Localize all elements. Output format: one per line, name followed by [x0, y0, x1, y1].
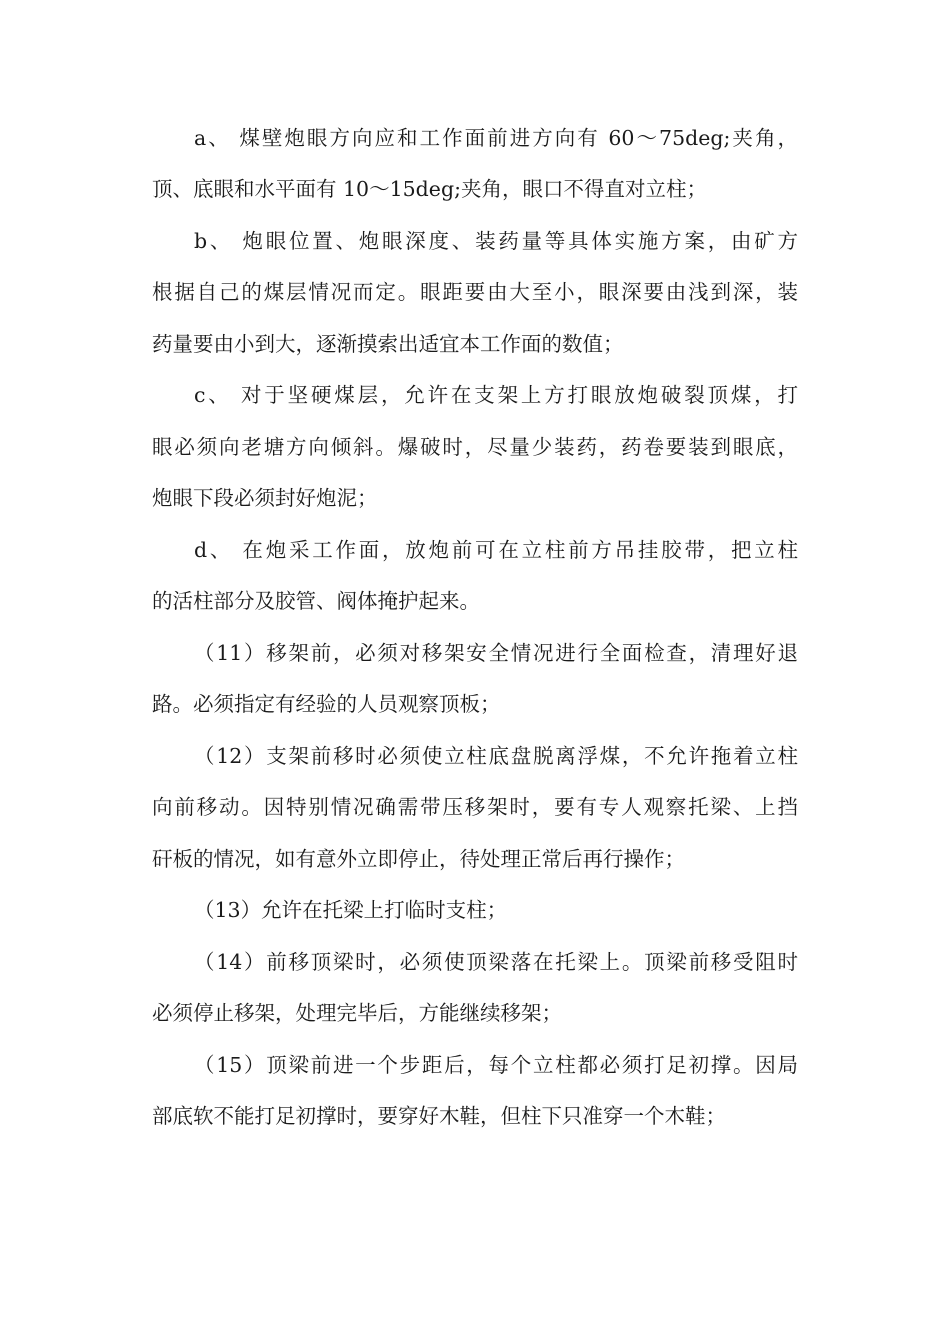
text-line: （14）前移顶梁时，必须使顶梁落在托梁上。顶梁前移受阻时 — [194, 950, 798, 974]
text-line: 向前移动。因特别情况确需带压移架时，要有专人观察托梁、上挡 — [152, 795, 798, 819]
text-line: 根据自己的煤层情况而定。眼距要由大至小，眼深要由浅到深，装 — [152, 280, 798, 304]
text-line: 眼必须向老塘方向倾斜。爆破时，尽量少装药，药卷要装到眼底， — [152, 435, 798, 459]
text-line: 部底软不能打足初撑时，要穿好木鞋，但柱下只准穿一个木鞋； — [152, 1104, 726, 1128]
text-line: 路。必须指定有经验的人员观察顶板； — [152, 692, 501, 716]
text-line: c、 对于坚硬煤层，允许在支架上方打眼放炮破裂顶煤，打 — [194, 383, 798, 407]
text-line: 必须停止移架，处理完毕后，方能继续移架； — [152, 1001, 562, 1025]
text-line: 矸板的情况，如有意外立即停止，待处理正常后再行操作； — [152, 847, 685, 871]
text-line: d、 在炮采工作面，放炮前可在立柱前方吊挂胶带，把立柱 — [194, 538, 798, 562]
text-line: （11）移架前，必须对移架安全情况进行全面检查，清理好退 — [194, 641, 798, 665]
text-line: b、 炮眼位置、炮眼深度、装药量等具体实施方案，由矿方 — [194, 229, 798, 253]
text-line: （12）支架前移时必须使立柱底盘脱离浮煤，不允许拖着立柱 — [194, 744, 798, 768]
text-line: 药量要由小到大，逐渐摸索出适宜本工作面的数值； — [152, 332, 624, 356]
text-line: a、 煤壁炮眼方向应和工作面前进方向有 60～75deg;夹角， — [194, 126, 798, 150]
text-line: （15）顶梁前进一个步距后，每个立柱都必须打足初撑。因局 — [194, 1053, 798, 1077]
text-line: 的活柱部分及胶管、阀体掩护起来。 — [152, 589, 480, 613]
text-line: 顶、底眼和水平面有 10～15deg;夹角，眼口不得直对立柱； — [152, 177, 707, 201]
text-line: （13）允许在托梁上打临时支柱； — [194, 898, 508, 922]
text-line: 炮眼下段必须封好炮泥； — [152, 486, 378, 510]
